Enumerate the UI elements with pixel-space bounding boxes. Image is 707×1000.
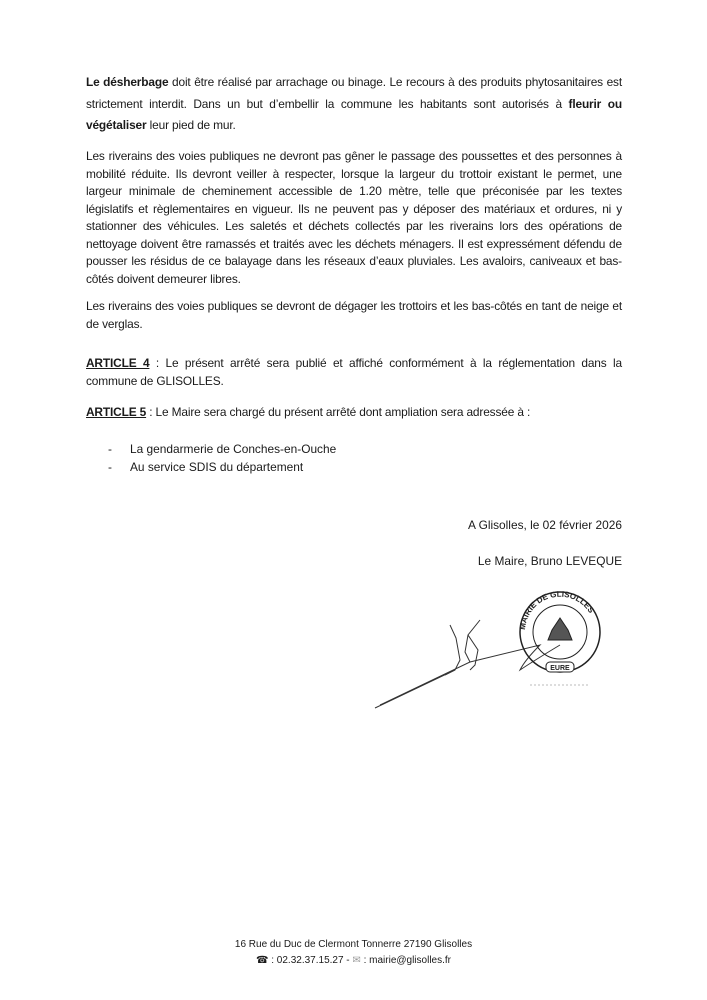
mail-icon: ✉ (352, 955, 361, 966)
list-item: - La gendarmerie de Conches-en-Ouche (108, 440, 336, 458)
recipients-list (108, 440, 336, 476)
footer-contact (0, 953, 707, 969)
text: doit être réalisé par arrachage ou binage. Le recours à des produits phytosanitaires est strictement interdit. Dans un but d’embellir la commune les habitants sont autorisés à (86, 75, 622, 111)
article-label: ARTICLE 5 (86, 405, 147, 419)
article-label: ARTICLE 4 (86, 356, 150, 370)
signature (375, 620, 560, 708)
svg-text:EURE: EURE (550, 665, 570, 672)
article-text: : Le Maire sera chargé du présent arrêté dont ampliation sera adressée à : (146, 405, 531, 419)
bold-text: fleurir ou végétaliser (86, 96, 622, 132)
text: leur pied de mur. (146, 118, 236, 132)
stamp-icon (518, 590, 600, 672)
article-4 (86, 355, 622, 390)
list-item: - Au service SDIS du département (108, 458, 336, 476)
article-text: : Le présent arrêté sera publié et affiché conformément à la réglementation dans la commune de GLISOLLES. (86, 356, 622, 388)
email-address: : mairie@glisolles.fr (360, 955, 451, 966)
bold-text: Le désherbage (86, 75, 169, 89)
date-line: A Glisolles, le 02 février 2026 (468, 518, 622, 532)
svg-text:MAIRIE DE GLISOLLES: MAIRIE DE GLISOLLES (517, 590, 596, 631)
article-5 (86, 404, 622, 422)
paragraph-neige: Les riverains des voies publiques se devront de dégager les trottoirs et les bas-côtés en tant de neige et de verglas. (86, 299, 622, 331)
paragraph-desherbage (86, 72, 622, 137)
phone-icon: ☎ (256, 955, 269, 966)
footer-address: 16 Rue du Duc de Clermont Tonnerre 27190 Glisolles (234, 939, 473, 950)
paragraph-riverains: Les riverains des voies publiques ne devront pas gêner le passage des poussettes et des personnes à mobilité réduite. Ils devront veiller à respecter, lorsque la largeur du trottoir existant le permet, une largeur minimale de cheminement accessible de 1.20 mètre, telle que préconisée par les textes législatifs et règlementaires en vigueur. Ils ne peuvent pas y déposer des matériaux et ordures, ni y stationner des véhicules. Les saletés et déchets collectés par les riverains lors des opérations de nettoyage doivent être ramassés et traités avec les déchets ménagers. Il est expressément défendu de pousser les résidus de ce balayage dans les réseaux d’eaux pluviales. Les avaloirs, caniveaux et bas-côtés doivent demeurer libres. (86, 149, 622, 286)
phone-number: : 02.32.37.15.27 - (268, 955, 353, 966)
signatory: Le Maire, Bruno LEVEQUE (477, 554, 622, 568)
signature-and-stamp (360, 590, 620, 720)
